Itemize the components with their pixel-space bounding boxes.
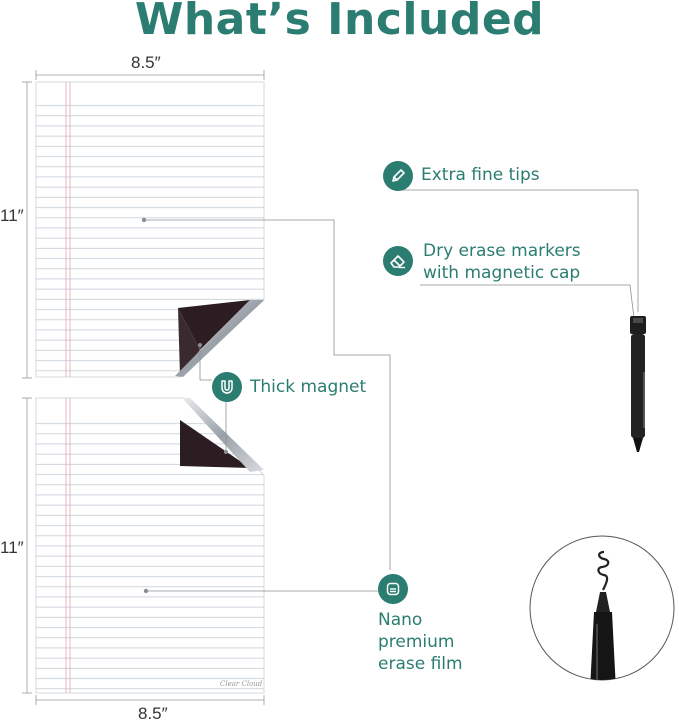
eraser-icon [383,246,413,276]
top-whiteboard-sheet [36,82,264,377]
film-label [378,609,463,675]
markers-label-line2: with magnetic cap [423,263,581,283]
top-height-label: 11″ [0,206,24,225]
film-label-line3: erase film [378,654,463,674]
fine-tips-label: Extra fine tips [421,165,540,185]
dry-erase-marker [630,316,646,452]
film-label-line1: Nano [378,610,423,630]
pencil-icon [383,161,413,191]
film-icon [378,574,408,604]
magnet-icon [212,372,242,402]
bottom-whiteboard-sheet [36,398,264,693]
film-label-line2: premium [378,632,455,652]
markers-label-line1: Dry erase markers [423,241,581,261]
top-width-label: 8.5″ [131,53,161,72]
markers-label [423,240,581,284]
bottom-width-label: 8.5″ [138,704,168,723]
brand-mark: Clear Cloud [220,680,263,688]
magnet-label: Thick magnet [250,377,367,397]
top-height-dimension [22,82,32,378]
tip-closeup [530,536,674,690]
page-title: What’s Included [134,0,545,45]
bottom-height-label: 11″ [0,538,24,557]
